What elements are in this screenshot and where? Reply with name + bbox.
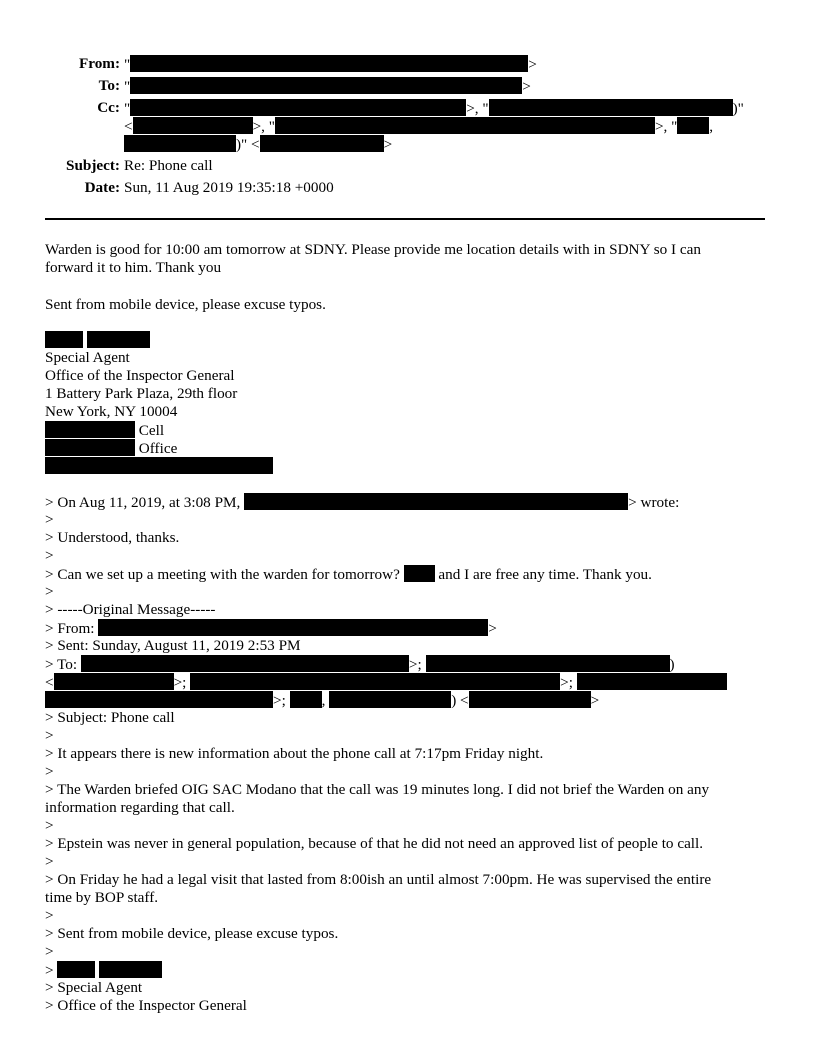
redaction-block: [404, 565, 435, 582]
quoted-blank: >: [45, 817, 54, 834]
from-value: [124, 55, 537, 74]
quoted-epstein: > Epstein was never in general population, because of that he did not need an approved list of people to call.: [45, 835, 704, 852]
from-label: From:: [78, 55, 120, 72]
quoted-blank: >: [45, 907, 54, 924]
separator: >;: [408, 656, 422, 673]
body-sent-from: Sent from mobile device, please excuse typos.: [45, 296, 326, 313]
quoted-on-suffix: > wrote:: [628, 494, 680, 511]
quoted-to: [45, 655, 675, 674]
redaction-block: [426, 655, 670, 672]
cc-label: Cc:: [97, 99, 120, 116]
separator: )": [732, 100, 744, 117]
quoted-briefed-line1: > The Warden briefed OIG SAC Modano that the call was 19 minutes long. I did not brief the Warden on any: [45, 781, 710, 798]
quoted-signature-title: > Special Agent: [45, 979, 143, 996]
date-value: Sun, 11 Aug 2019 19:35:18 +0000: [124, 179, 334, 196]
separator: ): [669, 656, 675, 673]
quoted-blank: >: [45, 547, 54, 564]
quoted-subject: > Subject: Phone call: [45, 709, 175, 726]
redaction-block: [469, 691, 591, 708]
redaction-block: [124, 135, 236, 152]
quote-mark: ": [124, 78, 131, 95]
redaction-block: [87, 331, 150, 348]
redaction-block: [329, 691, 451, 708]
cc-value-line3: [124, 135, 392, 154]
angle-bracket: <: [124, 118, 133, 135]
signature-email-redacted: [45, 457, 273, 476]
redaction-block: [81, 655, 409, 672]
redaction-block: [260, 135, 384, 152]
quoted-to-prefix: > To:: [45, 656, 78, 673]
signature-address2: New York, NY 10004: [45, 403, 178, 420]
redaction-block: [45, 457, 273, 474]
quoted-signature-name: [45, 961, 162, 980]
quoted-friday-line2: time by BOP staff.: [45, 889, 159, 906]
angle-bracket: >: [522, 78, 531, 95]
cell-label: Cell: [138, 422, 165, 439]
signature-office: [45, 439, 177, 458]
separator: >;: [173, 674, 187, 691]
quote-marker: >: [45, 962, 54, 979]
quoted-friday-line1: > On Friday he had a legal visit that lasted from 8:00ish an until almost 7:00pm. He was supervised the entire: [45, 871, 712, 888]
quoted-blank: >: [45, 583, 54, 600]
redaction-block: [99, 961, 162, 978]
redaction-block: [275, 117, 655, 134]
header-divider: [45, 218, 765, 220]
quoted-to-cont1: [45, 673, 727, 692]
redaction-block: [130, 99, 466, 116]
redaction-block: [677, 117, 709, 134]
redaction-block: [45, 439, 135, 456]
office-label: Office: [138, 440, 178, 457]
subject-label: Subject:: [66, 157, 120, 174]
signature-cell: [45, 421, 164, 440]
quoted-blank: >: [45, 727, 54, 744]
quoted-from: [45, 619, 497, 638]
quoted-original-message: > -----Original Message-----: [45, 601, 216, 618]
quoted-sent-from: > Sent from mobile device, please excuse typos.: [45, 925, 339, 942]
quoted-briefed-line2: information regarding that call.: [45, 799, 235, 816]
quoted-signature-org: > Office of the Inspector General: [45, 997, 247, 1014]
redaction-block: [45, 691, 273, 708]
angle-bracket: <: [45, 674, 54, 691]
angle-bracket: >: [528, 56, 537, 73]
redaction-block: [57, 961, 95, 978]
quoted-understood: > Understood, thanks.: [45, 529, 180, 546]
quoted-to-cont2: [45, 691, 599, 710]
redaction-block: [130, 55, 528, 72]
redaction-block: [190, 673, 560, 690]
body-para1-line2: forward it to him. Thank you: [45, 259, 222, 276]
separator: >;: [560, 674, 573, 691]
quote-mark: ": [124, 100, 131, 117]
redaction-block: [290, 691, 322, 708]
cc-value-line2: [124, 117, 713, 136]
quoted-blank: >: [45, 763, 54, 780]
separator: ,: [321, 692, 326, 709]
quoted-sent: > Sent: Sunday, August 11, 2019 2:53 PM: [45, 637, 301, 654]
redaction-block: [244, 493, 628, 510]
redaction-block: [130, 77, 522, 94]
redaction-block: [133, 117, 253, 134]
redaction-block: [54, 673, 174, 690]
redaction-block: [98, 619, 488, 636]
quoted-blank: >: [45, 943, 54, 960]
subject-value: Re: Phone call: [124, 157, 213, 174]
angle-bracket: >: [383, 136, 393, 153]
separator: >, ": [252, 118, 275, 135]
redaction-block: [45, 421, 135, 438]
quoted-can-we-suffix: and I are free any time. Thank you.: [438, 566, 652, 583]
date-label: Date:: [84, 179, 120, 196]
angle-bracket: >: [590, 692, 600, 709]
quoted-blank: >: [45, 853, 54, 870]
separator: )" <: [236, 136, 260, 153]
signature-name-redacted: [45, 331, 150, 350]
signature-title: Special Agent: [45, 349, 130, 366]
quoted-can-we-prefix: > Can we set up a meeting with the warden for tomorrow?: [45, 566, 400, 583]
separator: ,: [709, 118, 714, 135]
angle-bracket: >: [488, 620, 497, 637]
quoted-appears: > It appears there is new information about the phone call at 7:17pm Friday night.: [45, 745, 544, 762]
to-value: [124, 77, 531, 96]
redaction-block: [577, 673, 727, 690]
quoted-can-we: [45, 565, 652, 584]
signature-address1: 1 Battery Park Plaza, 29th floor: [45, 385, 238, 402]
to-label: To:: [98, 77, 120, 94]
separator: ) <: [451, 692, 469, 709]
redaction-block: [45, 331, 83, 348]
quoted-blank: >: [45, 511, 54, 528]
quoted-from-prefix: > From:: [45, 620, 95, 637]
quoted-on-line: [45, 493, 679, 512]
separator: >;: [273, 692, 286, 709]
quoted-on-prefix: > On Aug 11, 2019, at 3:08 PM,: [45, 494, 241, 511]
separator: >, ": [654, 118, 678, 135]
redaction-block: [489, 99, 733, 116]
body-para1-line1: Warden is good for 10:00 am tomorrow at SDNY. Please provide me location details with in SDNY so I can: [45, 241, 701, 258]
signature-org: Office of the Inspector General: [45, 367, 235, 384]
cc-value-line1: [124, 99, 744, 118]
quote-mark: ": [124, 56, 131, 73]
separator: >, ": [466, 100, 489, 117]
